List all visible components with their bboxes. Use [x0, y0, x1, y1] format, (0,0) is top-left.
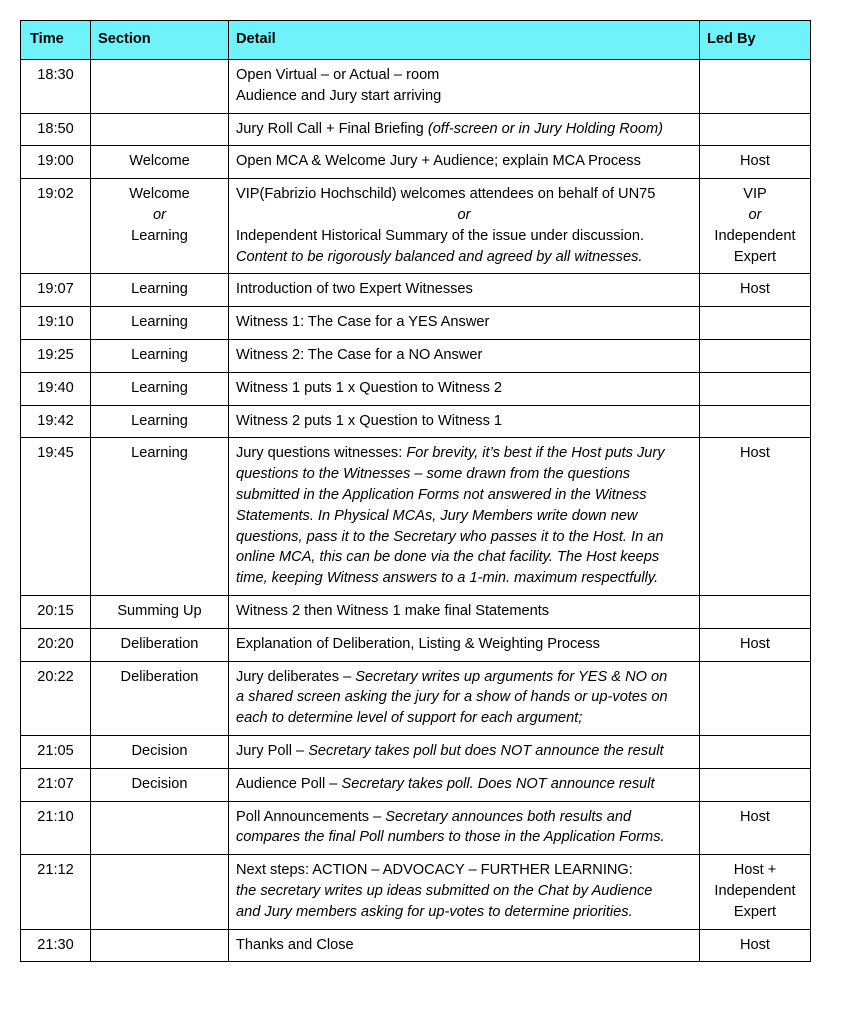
led-by-text: Expert [733, 248, 777, 265]
section-text: Summing Up [117, 602, 202, 619]
section-text: Learning [131, 281, 188, 298]
detail-cell [229, 113, 700, 146]
section-cell [91, 307, 229, 340]
detail-line [236, 443, 692, 464]
detail-text: Secretary announces both results and [385, 808, 632, 825]
time-cell: 18:50 [21, 113, 91, 146]
table-row [21, 274, 811, 307]
detail-line [236, 247, 692, 268]
time-cell: 21:07 [21, 768, 91, 801]
led-by-line [707, 860, 803, 881]
detail-text: each to determine level of support for each argument; [236, 710, 583, 727]
detail-line [236, 312, 692, 333]
led-by-cell [700, 801, 811, 855]
led-by-text: Host [739, 936, 770, 953]
section-text: Deliberation [120, 668, 199, 685]
detail-line [236, 860, 692, 881]
detail-line [236, 902, 692, 923]
led-by-line [707, 247, 803, 268]
section-cell [91, 855, 229, 929]
section-text: Decision [131, 775, 188, 792]
detail-text: submitted in the Application Forms not answered in the Witness [236, 486, 647, 503]
detail-text: Statements. In Physical MCAs, Jury Members write down new [236, 507, 638, 524]
detail-text: VIP(Fabrizio Hochschild) welcomes attendees on behalf of UN75 [236, 186, 656, 203]
detail-text: Witness 2: The Case for a NO Answer [236, 346, 483, 363]
section-cell [91, 628, 229, 661]
led-by-cell [700, 274, 811, 307]
led-by-cell [700, 339, 811, 372]
led-by-text: Host [739, 281, 770, 298]
detail-text: online MCA, this can be done via the chat facility. The Host keeps [236, 549, 660, 566]
section-cell [91, 801, 229, 855]
detail-cell [229, 438, 700, 596]
section-cell [91, 929, 229, 962]
led-by-line [707, 807, 803, 828]
detail-line [236, 568, 692, 589]
led-by-text: or [748, 206, 762, 223]
section-text: Learning [131, 379, 188, 396]
detail-text: Open Virtual – or Actual – room [236, 67, 440, 83]
time-cell: 19:25 [21, 339, 91, 372]
detail-line [236, 881, 692, 902]
table-row [21, 628, 811, 661]
detail-cell [229, 307, 700, 340]
led-by-text: Host + [733, 862, 777, 879]
detail-line [236, 464, 692, 485]
led-by-line [707, 881, 803, 902]
section-text: Learning [131, 227, 188, 244]
detail-line [236, 935, 692, 956]
time-cell: 19:10 [21, 307, 91, 340]
led-by-text: Host [739, 808, 770, 825]
led-by-cell [700, 60, 811, 114]
detail-line [236, 345, 692, 366]
detail-text: questions, pass it to the Secretary who passes it to the Host. In an [236, 528, 664, 545]
detail-cell [229, 405, 700, 438]
detail-text: Jury questions witnesses: [236, 445, 407, 462]
agenda-table [20, 20, 811, 962]
detail-text: time, keeping Witness answers to a 1-min. maximum respectfully. [236, 570, 659, 587]
section-cell [91, 339, 229, 372]
led-by-cell [700, 855, 811, 929]
detail-line [236, 205, 692, 226]
table-row [21, 372, 811, 405]
led-by-text: VIP [743, 186, 767, 203]
section-line [98, 279, 221, 300]
section-line [98, 443, 221, 464]
section-text: Learning [131, 445, 188, 462]
detail-line [236, 65, 692, 86]
table-row [21, 146, 811, 179]
led-by-cell [700, 929, 811, 962]
detail-line [236, 708, 692, 729]
time-cell: 20:22 [21, 661, 91, 735]
detail-line [236, 634, 692, 655]
detail-text: Jury Poll – [236, 742, 309, 759]
detail-cell [229, 855, 700, 929]
section-text: Learning [131, 314, 188, 331]
table-row [21, 307, 811, 340]
section-text: Learning [131, 346, 188, 363]
led-by-cell [700, 179, 811, 274]
detail-cell [229, 735, 700, 768]
detail-line [236, 774, 692, 795]
detail-text: Poll Announcements – [236, 808, 386, 825]
header-led-by: Led By [700, 21, 811, 60]
agenda-body [21, 60, 811, 962]
led-by-text: Host [739, 445, 770, 462]
detail-text: Jury Roll Call + Final Briefing [236, 120, 428, 137]
led-by-line [707, 184, 803, 205]
led-by-line [707, 902, 803, 923]
time-cell: 19:45 [21, 438, 91, 596]
led-by-cell [700, 595, 811, 628]
detail-text: Jury deliberates – [236, 668, 356, 685]
section-line [98, 774, 221, 795]
detail-line [236, 119, 692, 140]
section-line [98, 601, 221, 622]
table-row [21, 801, 811, 855]
section-line [98, 634, 221, 655]
detail-text: Open MCA & Welcome Jury + Audience; explain MCA Process [236, 153, 641, 170]
detail-line [236, 411, 692, 432]
table-row [21, 438, 811, 596]
table-row [21, 661, 811, 735]
detail-cell [229, 274, 700, 307]
detail-text: and Jury members asking for up-votes to determine priorities. [236, 903, 633, 920]
led-by-text: Expert [733, 903, 777, 920]
led-by-line [707, 205, 803, 226]
detail-text: the secretary writes up ideas submitted on the Chat by Audience [236, 882, 653, 899]
section-line [98, 205, 221, 226]
section-cell [91, 735, 229, 768]
detail-cell [229, 929, 700, 962]
detail-text: Thanks and Close [236, 936, 354, 953]
table-row [21, 179, 811, 274]
detail-cell [229, 661, 700, 735]
time-cell: 19:07 [21, 274, 91, 307]
detail-line [236, 601, 692, 622]
section-text: Welcome [129, 153, 190, 170]
detail-line [236, 279, 692, 300]
time-cell: 19:40 [21, 372, 91, 405]
header-row [21, 21, 811, 60]
detail-line [236, 827, 692, 848]
detail-line [236, 741, 692, 762]
detail-line [236, 184, 692, 205]
led-by-line [707, 151, 803, 172]
header-time: Time [21, 21, 91, 60]
time-cell: 19:00 [21, 146, 91, 179]
time-cell: 18:30 [21, 60, 91, 114]
detail-cell [229, 595, 700, 628]
detail-text: a shared screen asking the jury for a show of hands or up-votes on [236, 689, 668, 706]
detail-line [236, 506, 692, 527]
table-row [21, 595, 811, 628]
detail-text: Audience and Jury start arriving [236, 87, 442, 104]
led-by-cell [700, 146, 811, 179]
detail-text: For brevity, it’s best if the Host puts Jury [406, 445, 665, 462]
led-by-cell [700, 735, 811, 768]
table-row [21, 855, 811, 929]
table-row [21, 60, 811, 114]
time-cell: 20:15 [21, 595, 91, 628]
detail-text: Audience Poll – [236, 775, 342, 792]
led-by-cell [700, 628, 811, 661]
detail-line [236, 687, 692, 708]
detail-line [236, 485, 692, 506]
detail-line [236, 527, 692, 548]
time-cell: 21:05 [21, 735, 91, 768]
table-row [21, 929, 811, 962]
time-cell: 21:30 [21, 929, 91, 962]
section-cell [91, 274, 229, 307]
detail-text: Next steps: ACTION – ADVOCACY – FURTHER LEARNING: [236, 862, 633, 879]
table-row [21, 768, 811, 801]
detail-cell [229, 628, 700, 661]
section-cell [91, 595, 229, 628]
detail-cell [229, 768, 700, 801]
section-line [98, 378, 221, 399]
section-cell [91, 438, 229, 596]
section-cell [91, 372, 229, 405]
led-by-text: Independent [714, 227, 796, 244]
section-text: Decision [131, 742, 188, 759]
time-cell: 20:20 [21, 628, 91, 661]
detail-text: Explanation of Deliberation, Listing & Weighting Process [236, 635, 600, 652]
detail-text: Secretary writes up arguments for YES & NO on [355, 668, 668, 685]
section-line [98, 151, 221, 172]
led-by-line [707, 935, 803, 956]
led-by-text: Host [739, 153, 770, 170]
section-cell [91, 60, 229, 114]
detail-text: Content to be rigorously balanced and agreed by all witnesses. [236, 248, 643, 265]
detail-line [236, 226, 692, 247]
section-text: Deliberation [120, 635, 199, 652]
section-cell [91, 146, 229, 179]
detail-text: compares the final Poll numbers to those in the Application Forms. [236, 829, 665, 846]
led-by-line [707, 443, 803, 464]
led-by-cell [700, 661, 811, 735]
detail-text: Witness 2 puts 1 x Question to Witness 1 [236, 412, 503, 429]
section-cell [91, 179, 229, 274]
detail-cell [229, 339, 700, 372]
led-by-cell [700, 307, 811, 340]
table-row [21, 405, 811, 438]
detail-text: Independent Historical Summary of the issue under discussion. [236, 227, 645, 244]
section-line [98, 667, 221, 688]
detail-line [236, 378, 692, 399]
header-section: Section [91, 21, 229, 60]
detail-text: Witness 1: The Case for a YES Answer [236, 314, 490, 331]
led-by-line [707, 634, 803, 655]
led-by-cell [700, 768, 811, 801]
section-line [98, 411, 221, 432]
section-cell [91, 405, 229, 438]
detail-text: questions to the Witnesses – some drawn from the questions [236, 466, 631, 483]
detail-cell [229, 372, 700, 405]
header-detail: Detail [229, 21, 700, 60]
section-text: Learning [131, 412, 188, 429]
time-cell: 21:10 [21, 801, 91, 855]
led-by-line [707, 226, 803, 247]
detail-cell [229, 146, 700, 179]
section-line [98, 312, 221, 333]
section-cell [91, 113, 229, 146]
detail-text: Secretary takes poll. Does NOT announce result [341, 775, 655, 792]
detail-text: Introduction of two Expert Witnesses [236, 281, 473, 298]
led-by-cell [700, 113, 811, 146]
detail-line [236, 151, 692, 172]
led-by-cell [700, 372, 811, 405]
detail-text: or [457, 206, 471, 223]
detail-text: Witness 2 then Witness 1 make final Statements [236, 602, 550, 619]
section-cell [91, 661, 229, 735]
detail-cell [229, 179, 700, 274]
section-cell [91, 768, 229, 801]
detail-text: (off-screen or in Jury Holding Room) [427, 120, 664, 137]
time-cell: 19:42 [21, 405, 91, 438]
led-by-cell [700, 405, 811, 438]
detail-text: Witness 1 puts 1 x Question to Witness 2 [236, 379, 503, 396]
detail-line [236, 807, 692, 828]
section-line [98, 226, 221, 247]
detail-line [236, 547, 692, 568]
led-by-line [707, 279, 803, 300]
section-text: or [153, 206, 166, 223]
table-row [21, 339, 811, 372]
led-by-cell [700, 438, 811, 596]
section-line [98, 741, 221, 762]
led-by-text: Host [739, 635, 770, 652]
time-cell: 21:12 [21, 855, 91, 929]
table-row [21, 735, 811, 768]
detail-cell [229, 801, 700, 855]
table-row [21, 113, 811, 146]
time-cell: 19:02 [21, 179, 91, 274]
section-line [98, 345, 221, 366]
detail-line [236, 667, 692, 688]
led-by-text: Independent [714, 882, 796, 899]
section-line [98, 184, 221, 205]
detail-text: Secretary takes poll but does NOT announce the result [308, 742, 664, 759]
section-text: Welcome [129, 186, 190, 203]
detail-line [236, 86, 692, 107]
detail-cell [229, 60, 700, 114]
